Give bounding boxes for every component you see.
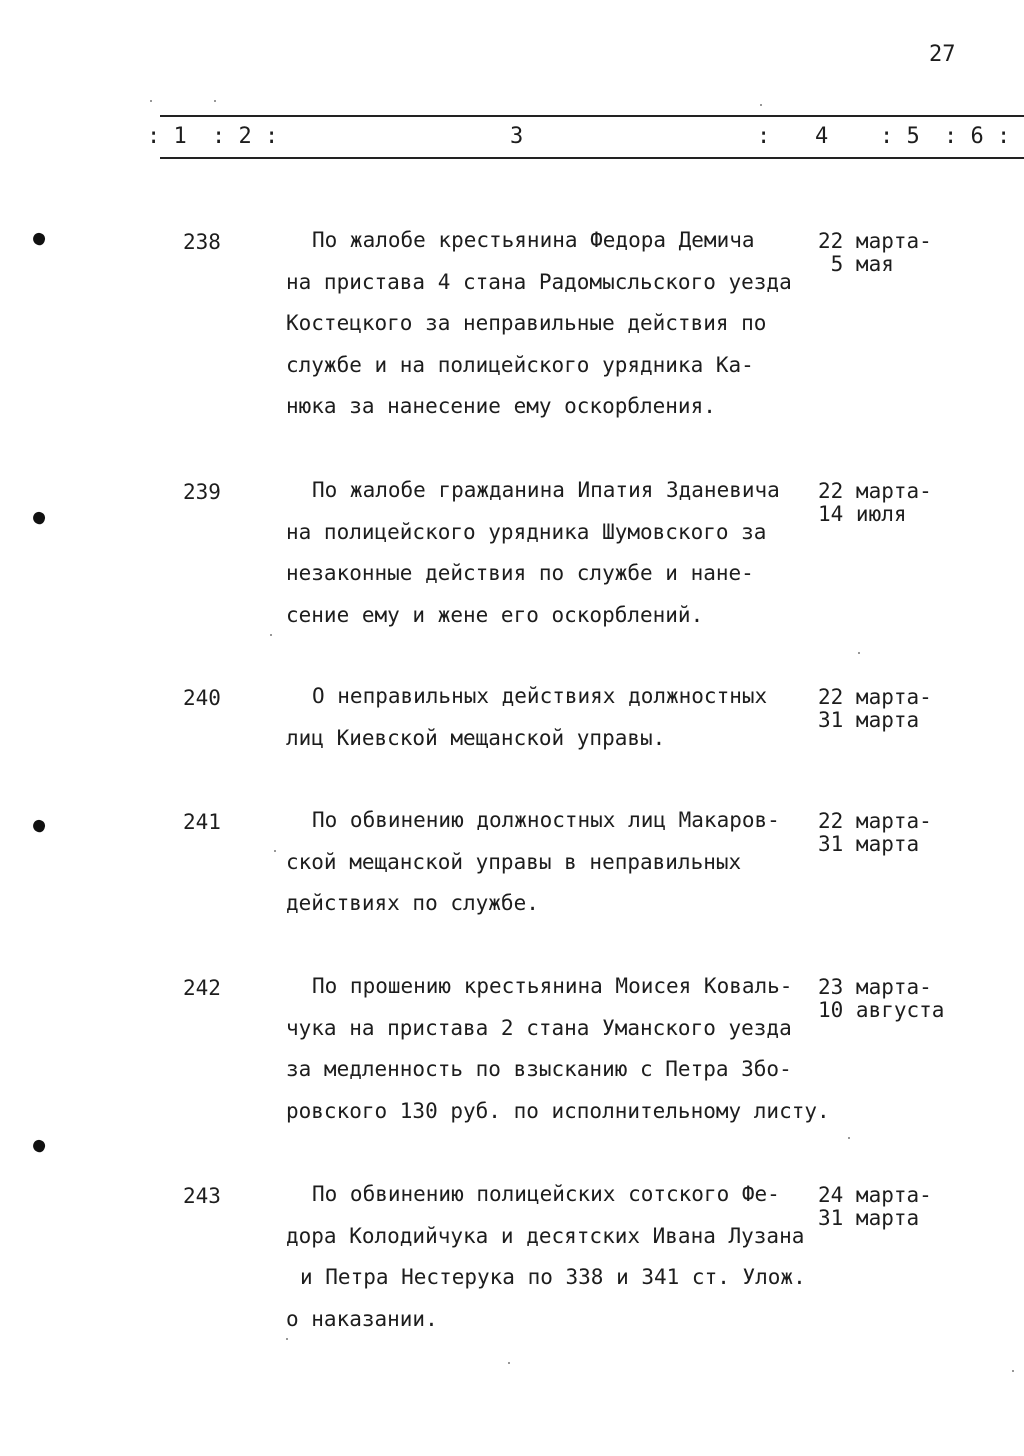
entry-date-end: 10 августа bbox=[818, 998, 945, 1022]
column-header-3: 3 bbox=[510, 124, 524, 149]
column-header-2: : 2 : bbox=[212, 124, 279, 149]
entry-date-end: 31 марта bbox=[818, 1206, 920, 1230]
entry-dates bbox=[818, 480, 932, 526]
entry-date-start: 24 марта- bbox=[818, 1183, 932, 1207]
scan-speck bbox=[214, 100, 216, 102]
entry-date-start: 22 марта- bbox=[818, 479, 932, 503]
entry-description bbox=[286, 800, 826, 925]
column-header-row bbox=[0, 124, 1024, 152]
entry-description bbox=[286, 966, 830, 1132]
entry-date-start: 22 марта- bbox=[818, 685, 932, 709]
entry-number: 239 bbox=[183, 480, 221, 504]
entry-text-line: О неправильных действиях должностных bbox=[312, 684, 768, 708]
scan-speck bbox=[1012, 1370, 1014, 1372]
scan-speck bbox=[270, 634, 272, 636]
entry-date-end: 31 марта bbox=[818, 708, 920, 732]
entry-description bbox=[286, 470, 826, 636]
punch-hole-mark bbox=[31, 231, 47, 247]
entry-number: 241 bbox=[183, 810, 221, 834]
entry-text-line: действиях по службе. bbox=[286, 891, 539, 915]
entry-dates bbox=[818, 686, 932, 732]
entry-description bbox=[286, 1174, 826, 1340]
entry-text-line: за медленность по взысканию с Петра Збо- bbox=[286, 1057, 792, 1081]
entry-dates bbox=[818, 230, 932, 276]
entry-text-line: о наказании. bbox=[286, 1306, 438, 1331]
entry-dates bbox=[818, 1184, 932, 1230]
header-top-rule bbox=[160, 115, 1024, 117]
scan-speck bbox=[150, 100, 152, 102]
entry-date-end: 14 июля bbox=[818, 502, 907, 526]
scan-speck bbox=[848, 1137, 850, 1139]
column-header-4: 4 bbox=[815, 124, 829, 149]
entry-date-end: 5 мая bbox=[818, 252, 894, 276]
column-header-1: : 1 bbox=[147, 124, 187, 149]
entry-number: 240 bbox=[183, 686, 221, 710]
punch-hole-mark bbox=[31, 818, 47, 834]
punch-hole-mark bbox=[31, 510, 47, 526]
entry-date-start: 22 марта- bbox=[818, 229, 932, 253]
scan-speck bbox=[760, 104, 762, 106]
entry-text-line: чука на пристава 2 стана Уманского уезда bbox=[286, 1015, 792, 1040]
entry-text-line: По обвинению полицейских сотского Фе- bbox=[312, 1182, 780, 1206]
punch-hole-mark bbox=[31, 1138, 47, 1154]
entry-date-end: 31 марта bbox=[818, 832, 920, 856]
entry-text-line: По прошению крестьянина Моисея Коваль- bbox=[312, 974, 793, 998]
entry-description bbox=[286, 676, 826, 759]
column-header-6: : 6 : bbox=[944, 124, 1011, 149]
entry-description bbox=[286, 220, 826, 428]
entry-text-line: на пристава 4 стана Радомысльского уезда bbox=[286, 269, 792, 294]
entry-text-line: По жалобе гражданина Ипатия Зданевича bbox=[312, 478, 780, 502]
entry-text-line: сение ему и жене его оскорблений. bbox=[286, 602, 704, 627]
entry-dates bbox=[818, 976, 944, 1022]
entry-date-start: 23 марта- bbox=[818, 975, 932, 999]
header-bottom-rule bbox=[160, 157, 1024, 159]
entry-text-line: По жалобе крестьянина Федора Демича bbox=[312, 228, 755, 252]
entry-text-line: и Петра Нестерука по 338 и 341 ст. Улож. bbox=[300, 1265, 806, 1289]
column-header-separator: : bbox=[757, 124, 771, 149]
scan-speck bbox=[858, 652, 860, 654]
entry-text-line: ровского 130 руб. по исполнительному листу. bbox=[286, 1098, 830, 1123]
entry-text-line: нюка за нанесение ему оскорбления. bbox=[286, 394, 716, 418]
entry-text-line: на полицейского урядника Шумовского за bbox=[286, 519, 767, 544]
entry-text-line: Костецкого за неправильные действия по bbox=[286, 311, 767, 335]
entry-text-line: По обвинению должностных лиц Макаров- bbox=[312, 808, 780, 832]
entry-number: 243 bbox=[183, 1184, 221, 1208]
scan-speck bbox=[286, 1338, 288, 1340]
column-header-5: : 5 bbox=[880, 124, 920, 149]
entry-text-line: ской мещанской управы в неправильных bbox=[286, 849, 742, 874]
entry-text-line: дора Колодийчука и десятских Ивана Лузана bbox=[286, 1223, 805, 1248]
entry-number: 242 bbox=[183, 976, 221, 1000]
entry-text-line: лиц Киевской мещанской управы. bbox=[286, 725, 666, 750]
scan-speck bbox=[508, 1362, 510, 1364]
entry-number: 238 bbox=[183, 230, 221, 254]
entry-date-start: 22 марта- bbox=[818, 809, 932, 833]
scan-speck bbox=[274, 850, 276, 852]
entry-text-line: службе и на полицейского урядника Ка- bbox=[286, 352, 754, 377]
entry-text-line: незаконные действия по службе и нане- bbox=[286, 561, 754, 585]
page-number: 27 bbox=[929, 42, 956, 67]
entry-dates bbox=[818, 810, 932, 856]
